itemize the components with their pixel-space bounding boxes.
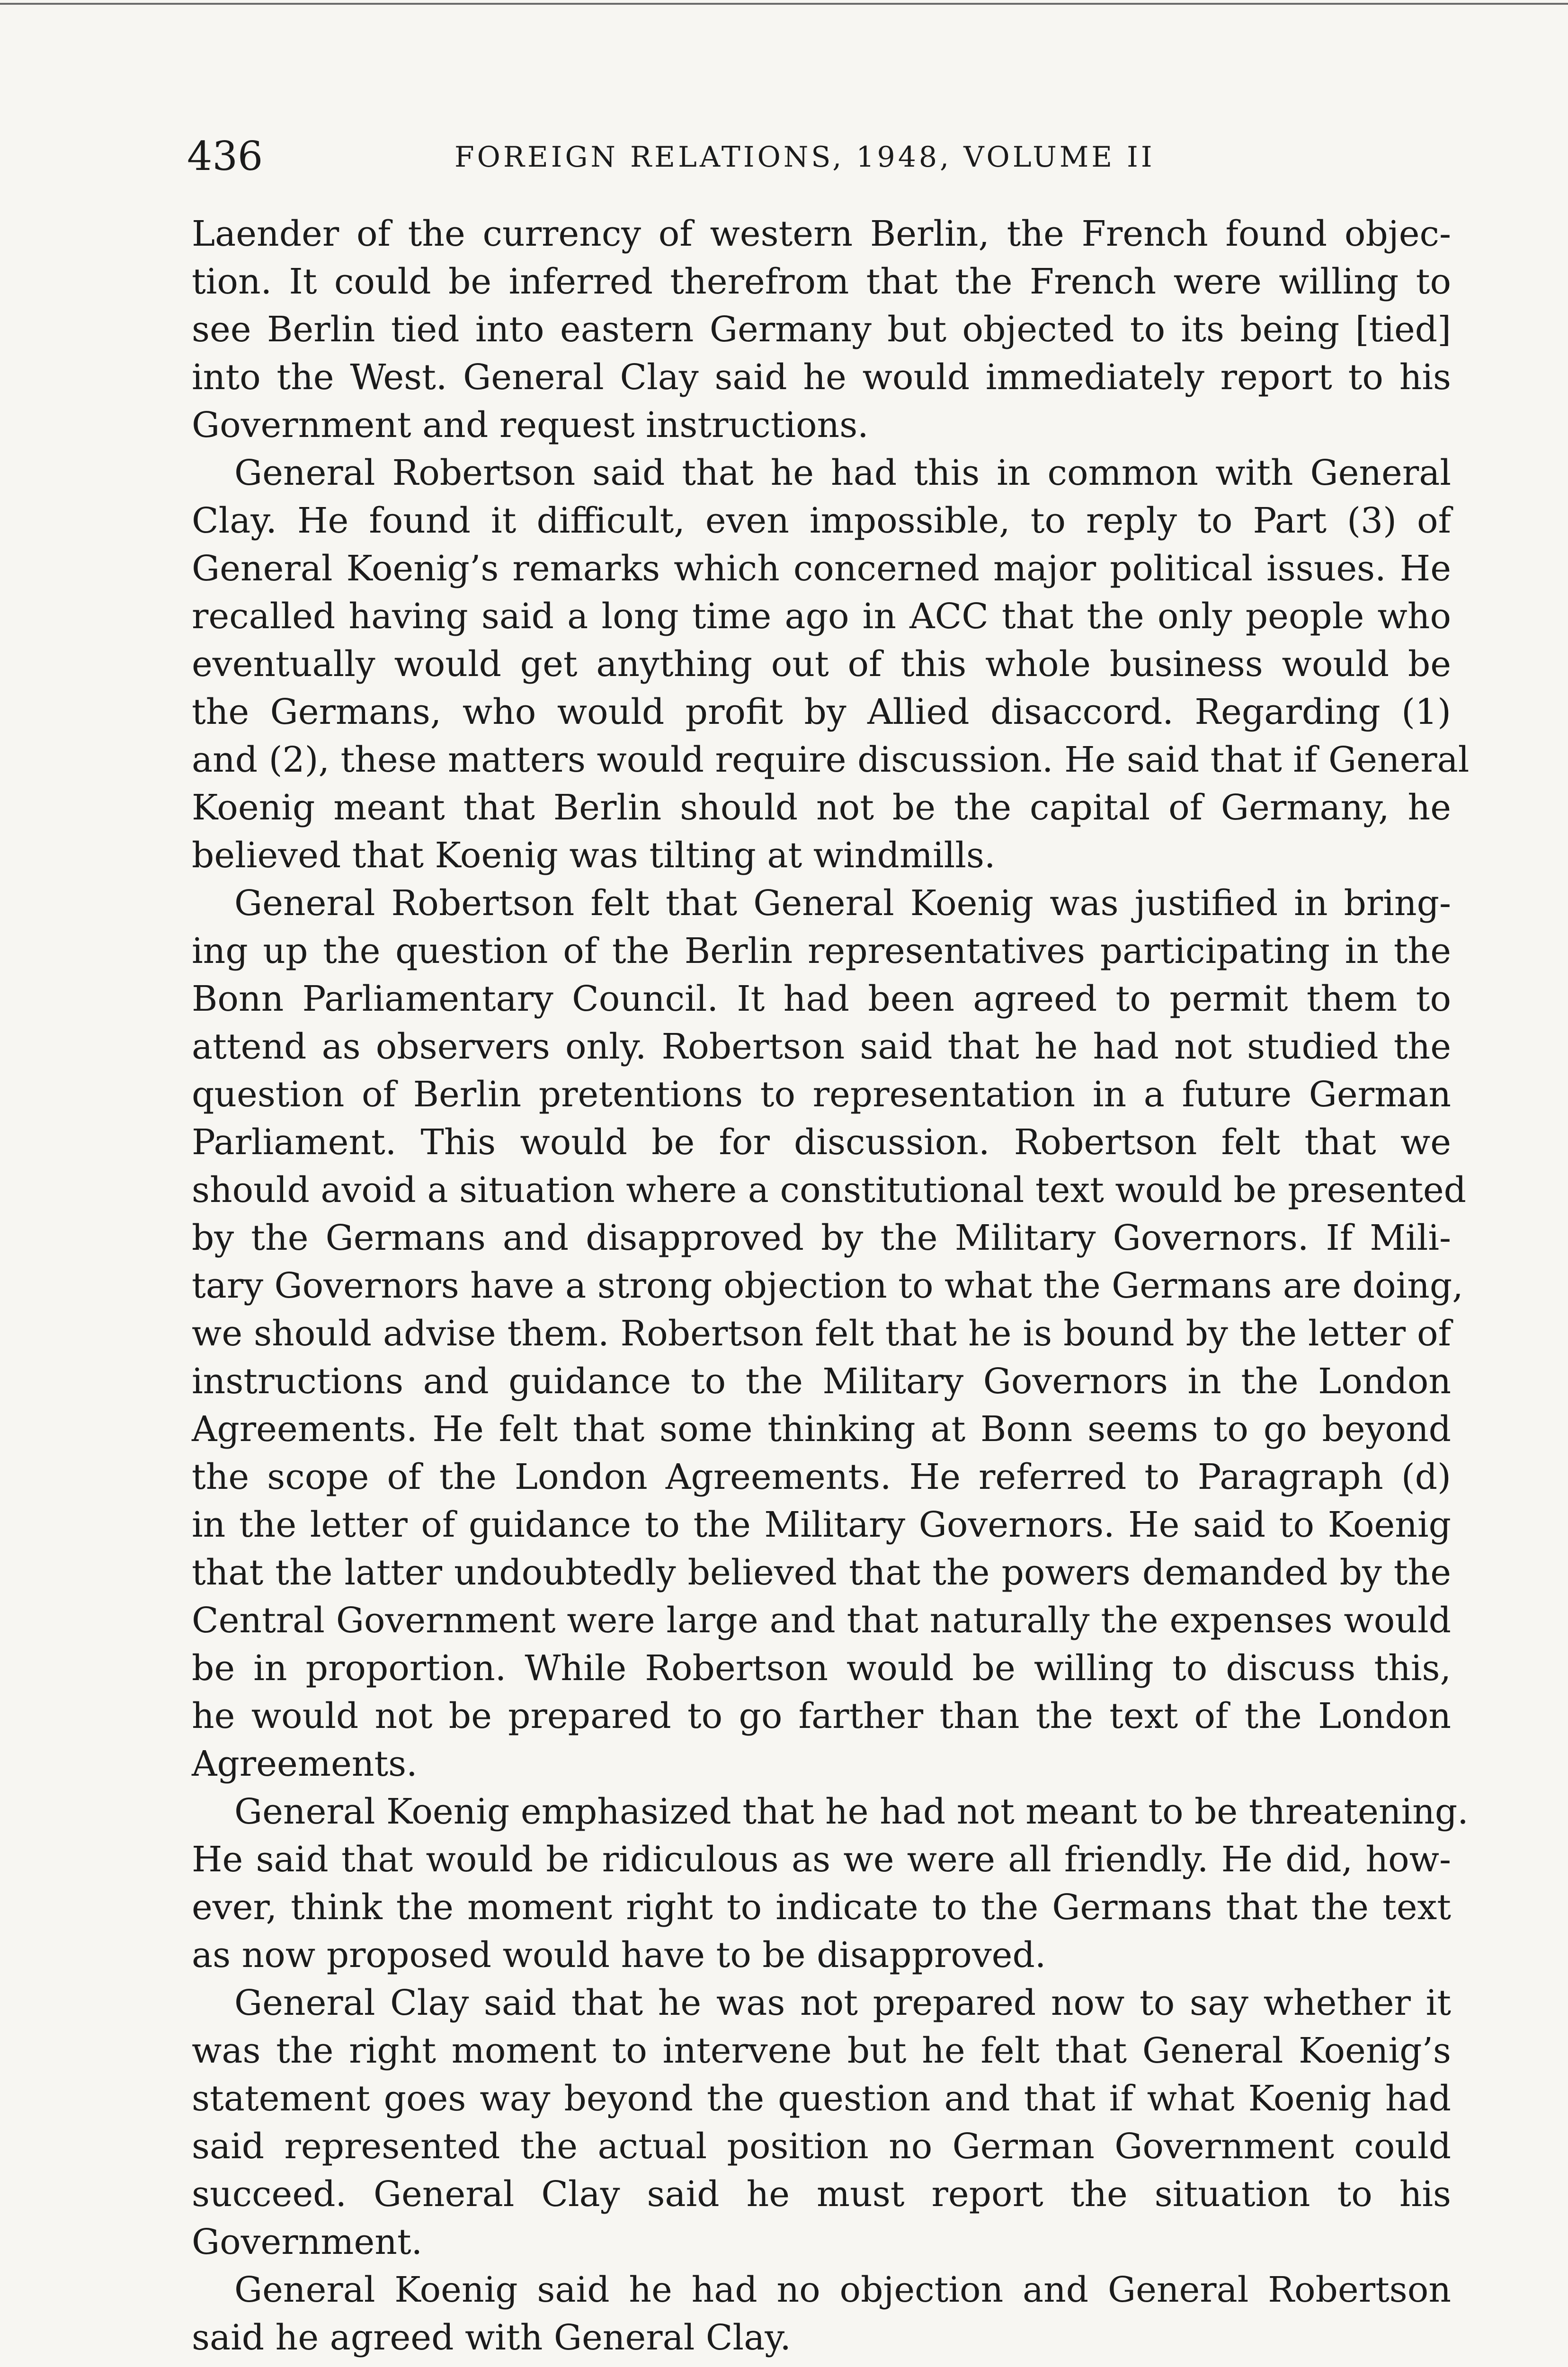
text-line: He said that would be ridiculous as we were all friendly. He did, how- <box>192 1839 1451 1880</box>
text-line: eventually would get anything out of this whole business would be <box>192 644 1451 685</box>
text-line: General Robertson said that he had this in common with General <box>234 453 1451 493</box>
text-line: recalled having said a long time ago in ACC that the only people who <box>192 596 1451 637</box>
text-line: as now proposed would have to be disapproved. <box>192 1935 1046 1975</box>
text-line: the Germans, who would profit by Allied disaccord. Regarding (1) <box>192 692 1451 732</box>
text-line: ever, think the moment right to indicate to the Germans that the text <box>192 1887 1451 1928</box>
text-line: in the letter of guidance to the Military Governors. He said to Koenig <box>192 1504 1451 1545</box>
text-line: Bonn Parliamentary Council. It had been agreed to permit them to <box>192 979 1451 1019</box>
text-line: question of Berlin pretentions to representation in a future German <box>192 1074 1451 1115</box>
text-line: by the Germans and disapproved by the Military Governors. If Mili- <box>192 1218 1451 1258</box>
text-line: into the West. General Clay said he would immediately report to his <box>192 357 1451 398</box>
text-line: Agreements. <box>192 1744 418 1784</box>
page-header <box>187 128 1465 185</box>
text-line: General Clay said that he was not prepared now to say whether it <box>234 1983 1451 2023</box>
text-line: tion. It could be inferred therefrom that the French were willing to <box>192 261 1451 302</box>
text-line: was the right moment to intervene but he felt that General Koenig’s <box>192 2030 1451 2071</box>
text-line: said represented the actual position no German Government could <box>192 2126 1451 2167</box>
running-head: FOREIGN RELATIONS, 1948, VOLUME II <box>454 141 1155 174</box>
text-line: Clay. He found it difficult, even impossible, to reply to Part (3) of <box>192 500 1451 541</box>
text-line: attend as observers only. Robertson said that he had not studied the <box>192 1026 1451 1067</box>
page-number: 436 <box>187 133 263 179</box>
text-line: he would not be prepared to go farther than the text of the London <box>192 1696 1451 1736</box>
text-line: should avoid a situation where a constitutional text would be presented <box>192 1170 1467 1210</box>
text-line: General Koenig said he had no objection and General Robertson <box>234 2269 1451 2310</box>
text-line: ing up the question of the Berlin representatives participating in the <box>192 931 1451 971</box>
text-line: General Koenig emphasized that he had not meant to be threatening. <box>234 1791 1469 1832</box>
text-line: believed that Koenig was tilting at windmills. <box>192 835 996 876</box>
top-rule <box>0 3 1568 5</box>
text-line: see Berlin tied into eastern Germany but objected to its being [tied] <box>192 309 1451 350</box>
text-line: Koenig meant that Berlin should not be the capital of Germany, he <box>192 787 1451 828</box>
text-line: Parliament. This would be for discussion. Robertson felt that we <box>192 1122 1451 1163</box>
text-line: General Koenig’s remarks which concerned major political issues. He <box>192 548 1451 589</box>
text-line: said he agreed with General Clay. <box>192 2317 791 2358</box>
text-line: that the latter undoubtedly believed that the powers demanded by the <box>192 1552 1451 1593</box>
text-line: Agreements. He felt that some thinking at Bonn seems to go beyond <box>192 1409 1451 1450</box>
text-line: tary Governors have a strong objection to what the Germans are doing, <box>192 1265 1463 1306</box>
text-line: the scope of the London Agreements. He referred to Paragraph (d) <box>192 1457 1451 1497</box>
body-text <box>192 210 1470 2362</box>
text-line: Government. <box>192 2222 423 2262</box>
text-line: be in proportion. While Robertson would be willing to discuss this, <box>192 1648 1451 1689</box>
text-line: Government and request instructions. <box>192 405 869 445</box>
text-line: succeed. General Clay said he must report the situation to his <box>192 2174 1451 2215</box>
text-line: General Robertson felt that General Koenig was justified in bring- <box>234 883 1451 924</box>
text-line: Laender of the currency of western Berlin, the French found objec- <box>192 214 1451 254</box>
text-line: Central Government were large and that naturally the expenses would <box>192 1600 1451 1641</box>
text-line: we should advise them. Robertson felt that he is bound by the letter of <box>192 1313 1451 1354</box>
text-line: instructions and guidance to the Military Governors in the London <box>192 1361 1451 1402</box>
text-line: and (2), these matters would require discussion. He said that if General <box>192 739 1470 780</box>
text-line: statement goes way beyond the question and that if what Koenig had <box>192 2078 1451 2119</box>
